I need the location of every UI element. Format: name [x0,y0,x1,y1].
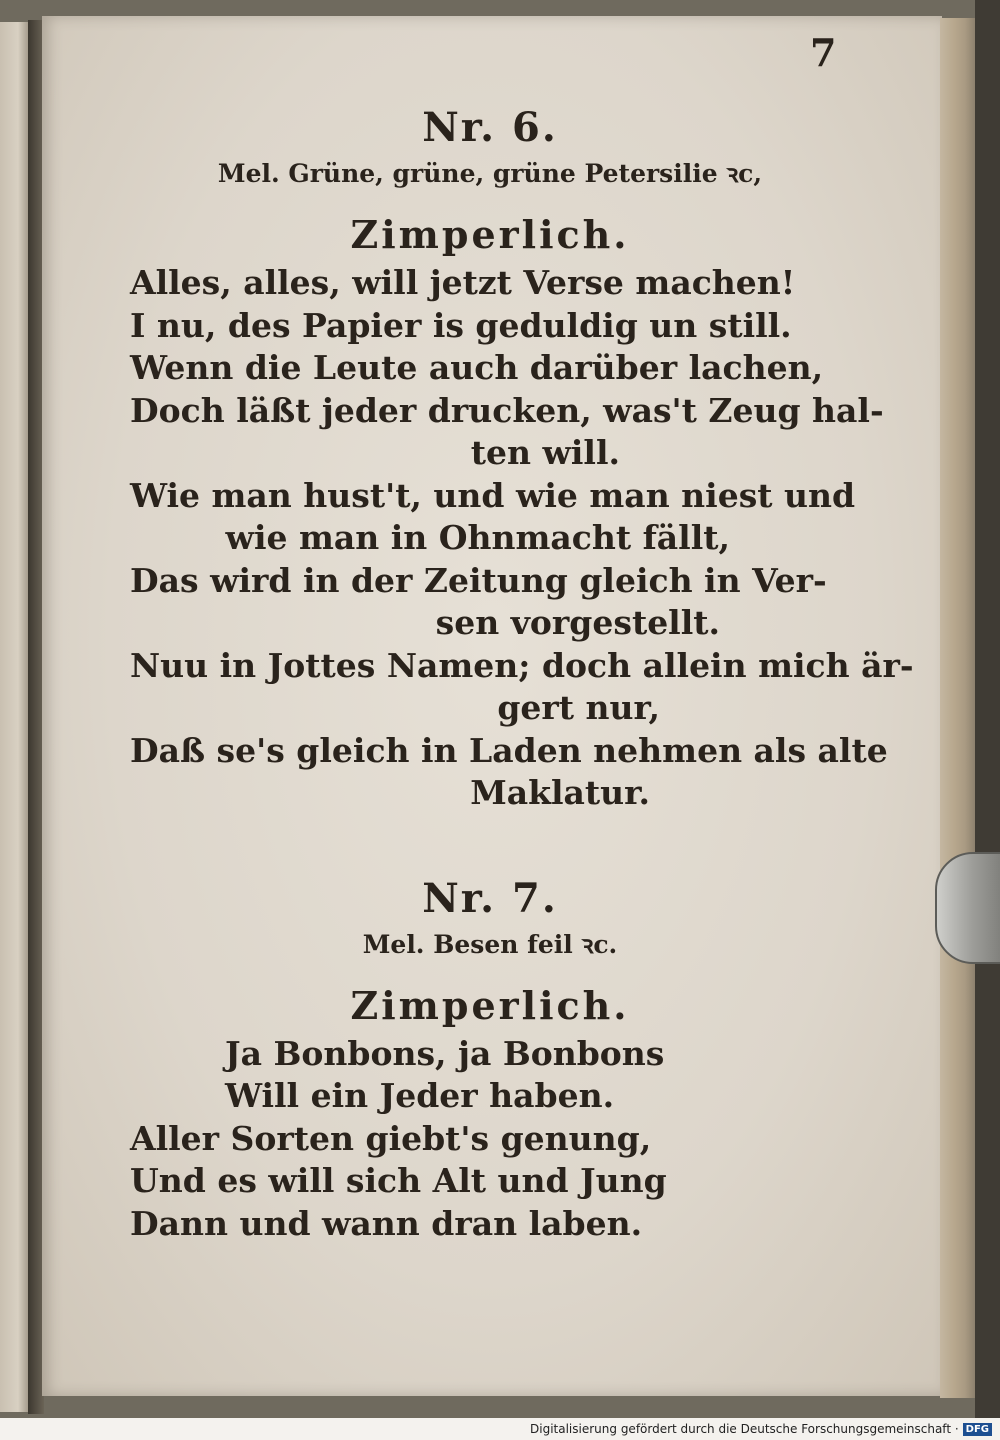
verse-line: Wie man hust't, und wie man niest und [130,475,856,515]
song-6-heading: Nr. 6. [422,104,558,151]
verse-line: Wenn die Leute auch darüber lachen, [130,348,824,387]
page-clip [935,852,1000,964]
verse-line: Daß se's gleich in Laden nehmen als alte [130,730,888,770]
song-7-melody: Mel. Besen feil ꝛc. [362,929,618,959]
verse-line-continuation: ten will. [470,433,620,472]
page-number: 7 [810,30,837,75]
scan-background [975,0,1000,1418]
verse-line: Will ein Jeder haben. [225,1076,615,1115]
digitization-credit [530,1422,992,1436]
verse-line-continuation: gert nur, [497,688,660,727]
page-stack-edges [940,18,976,1398]
page-text [130,100,914,1245]
verse-line-continuation: Maklatur. [470,773,650,812]
verse-line: Doch läßt jeder drucken, was't Zeug hal- [130,390,884,430]
song-7-heading: Nr. 7. [422,874,558,922]
song-6-title: Zimperlich. [350,212,630,257]
verse-line: Alles, alles, will jetzt Verse machen! [130,263,796,302]
left-page-edge [0,22,30,1412]
dfg-logo: DFG [963,1423,992,1436]
verse-line-continuation: wie man in Ohnmacht fällt, [225,518,730,557]
verse-line-continuation: sen vorgestellt. [435,603,720,642]
verse-line: Aller Sorten giebt's genung, [130,1118,652,1158]
credit-text: Digitalisierung gefördert durch die Deutsche Forschungsgemeinschaft · [530,1422,959,1436]
verse-line: I nu, des Papier is geduldig un still. [130,305,792,345]
song-6-melody: Mel. Grüne, grüne, grüne Petersilie ꝛc, [217,159,763,188]
verse-line: Dann und wann dran laben. [130,1203,643,1243]
verse-line: Und es will sich Alt und Jung [130,1161,667,1200]
verse-line: Nuu in Jottes Namen; doch allein mich är- [130,645,914,685]
song-7-title: Zimperlich. [350,982,630,1028]
verse-line: Das wird in der Zeitung gleich in Ver- [130,560,827,600]
verse-line: Ja Bonbons, ja Bonbons [225,1033,665,1073]
